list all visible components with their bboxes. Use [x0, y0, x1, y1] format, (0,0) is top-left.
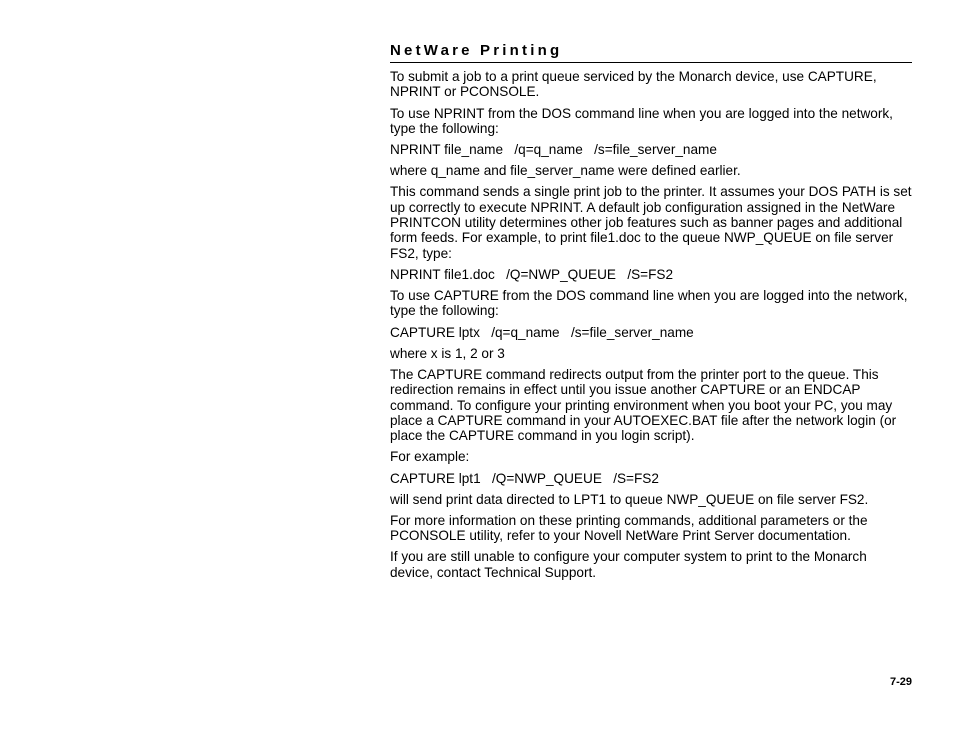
paragraph-intro: To submit a job to a print queue serviced by the Monarch device, use CAPTURE, NPRINT or PCONSOLE.: [390, 69, 877, 100]
paragraph-for-example: For example:: [390, 449, 470, 465]
paragraph-nprint-intro: To use NPRINT from the DOS command line when you are logged into the network, type the following:: [390, 105, 893, 136]
paragraph-support: If you are still unable to configure your computer system to print to the Monarch device, contact Technical Support.: [390, 549, 867, 580]
command-nprint-example: NPRINT file1.doc /Q=NWP_QUEUE /S=FS2: [390, 266, 674, 282]
command-nprint-syntax: NPRINT file_name /q=q_name /s=file_server_name: [390, 142, 717, 157]
page-number: 7-29: [889, 676, 912, 688]
paragraph-capture-intro: To use CAPTURE from the DOS command line when you are logged into the network, type the following:: [390, 288, 908, 319]
body-text: [390, 69, 912, 586]
paragraph-nprint-explanation: This command sends a single print job to the printer. It assumes your DOS PATH is set up correctly to execute NPRINT. A default job configuration assigned in the NetWare PRINTCON utility determines other job features such as banner pages and additional form feeds. For example, to print file1.doc to the queue NWP_QUEUE on file server FS2, type:: [390, 184, 912, 261]
paragraph-more-info: For more information on these printing commands, additional parameters or the PCONSOLE utility, refer to your Novell NetWare Print Server documentation.: [390, 512, 868, 544]
paragraph-capture-explanation: The CAPTURE command redirects output from the printer port to the queue. This redirection remains in effect until you issue another CAPTURE or an ENDCAP command. To configure your printing environment when you boot your PC, you may place a CAPTURE command in your AUTOEXEC.BAT file after the network login (or place the CAPTURE command in you login script).: [390, 366, 897, 444]
section-heading: NetWare Printing: [390, 41, 912, 63]
command-capture-syntax: CAPTURE lptx /q=q_name /s=file_server_name: [390, 324, 694, 340]
command-capture-example: CAPTURE lpt1 /Q=NWP_QUEUE /S=FS2: [390, 470, 659, 486]
paragraph-capture-result: will send print data directed to LPT1 to queue NWP_QUEUE on file server FS2.: [390, 491, 869, 507]
paragraph-nprint-params: where q_name and file_server_name were defined earlier.: [390, 163, 741, 179]
paragraph-capture-params: where x is 1, 2 or 3: [390, 345, 505, 361]
